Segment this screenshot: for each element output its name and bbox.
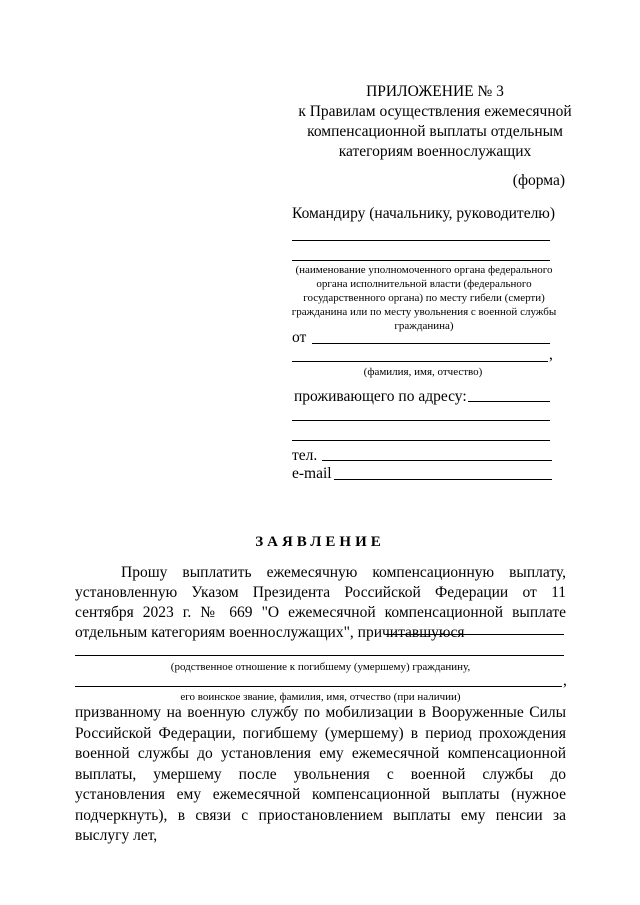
tel-field-line[interactable] [322, 460, 552, 461]
recipient-field-line-2[interactable] [292, 260, 550, 261]
form-mark: (форма) [512, 172, 565, 189]
relation-caption: (родственное отношение к погибшему (умершему) гражданину, [170, 661, 471, 673]
statement-title: ЗАЯВЛЕНИЕ [255, 534, 385, 550]
rank-name-field-line[interactable] [75, 686, 562, 687]
appendix-subtitle-line-3: категориям военнослужащих [338, 143, 532, 160]
address-field-line-1[interactable] [468, 401, 550, 402]
from-field-line-2[interactable] [292, 361, 548, 362]
tel-label: тел. [292, 447, 318, 464]
from-field-line-1[interactable] [312, 343, 550, 344]
from-label: от [292, 329, 307, 346]
appendix-header [290, 82, 580, 162]
email-label: e-mail [292, 465, 332, 482]
statement-paragraph-1-text: Прошу выплатить ежемесячную компенсационную выплату, установленную Указом Президента Российской Федерации от 11 сентября 2023 г. № 669 "О ежемесячной компенсационной выплате отдельным категориям военнослужащих", причитавшуюся [75, 564, 566, 641]
statement-paragraph-2: призванному на военную службу по мобилизации в Вооруженные Силы Российской Федерации, погибшему (умершему) в период прохождения военной службы до установления ему ежемесячной компенсационной выплаты, умершему после увольнения с военной службы до установления ему ежемесячной компенсационной выплаты (нужное подчеркнуть), в связи с приостановлением выплаты ему пенсии за выслугу лет, [75, 704, 566, 844]
organization-caption: (наименование уполномоченного органа федерального органа исполнительной власти (федерального государственного органа) по месту гибели (смерти) гражданина или по месту увольнения с военной службы гражданина) [291, 264, 557, 332]
rank-name-caption: его воинское звание, фамилия, имя, отчество (при наличии) [180, 691, 461, 703]
recipient-field-line-1[interactable] [292, 240, 550, 241]
relation-field-line[interactable] [75, 655, 564, 656]
from-comma: , [549, 346, 553, 363]
statement-paragraph-1 [75, 563, 566, 643]
address-label: проживающего по адресу: [294, 388, 467, 405]
email-field-line[interactable] [334, 479, 552, 480]
appendix-subtitle-line-2: компенсационной выплаты отдельным [307, 123, 563, 140]
recipient-label: Командиру (начальнику, руководителю) [292, 205, 556, 222]
appendix-title: ПРИЛОЖЕНИЕ № 3 [366, 83, 504, 100]
address-field-line-3[interactable] [292, 440, 550, 441]
fio-caption: (фамилия, имя, отчество) [363, 366, 483, 378]
rank-comma: , [563, 672, 567, 689]
appendix-subtitle-line-1: к Правилам осуществления ежемесячной [298, 103, 572, 120]
relation-field-line-inline[interactable] [386, 634, 564, 635]
address-field-line-2[interactable] [292, 420, 550, 421]
